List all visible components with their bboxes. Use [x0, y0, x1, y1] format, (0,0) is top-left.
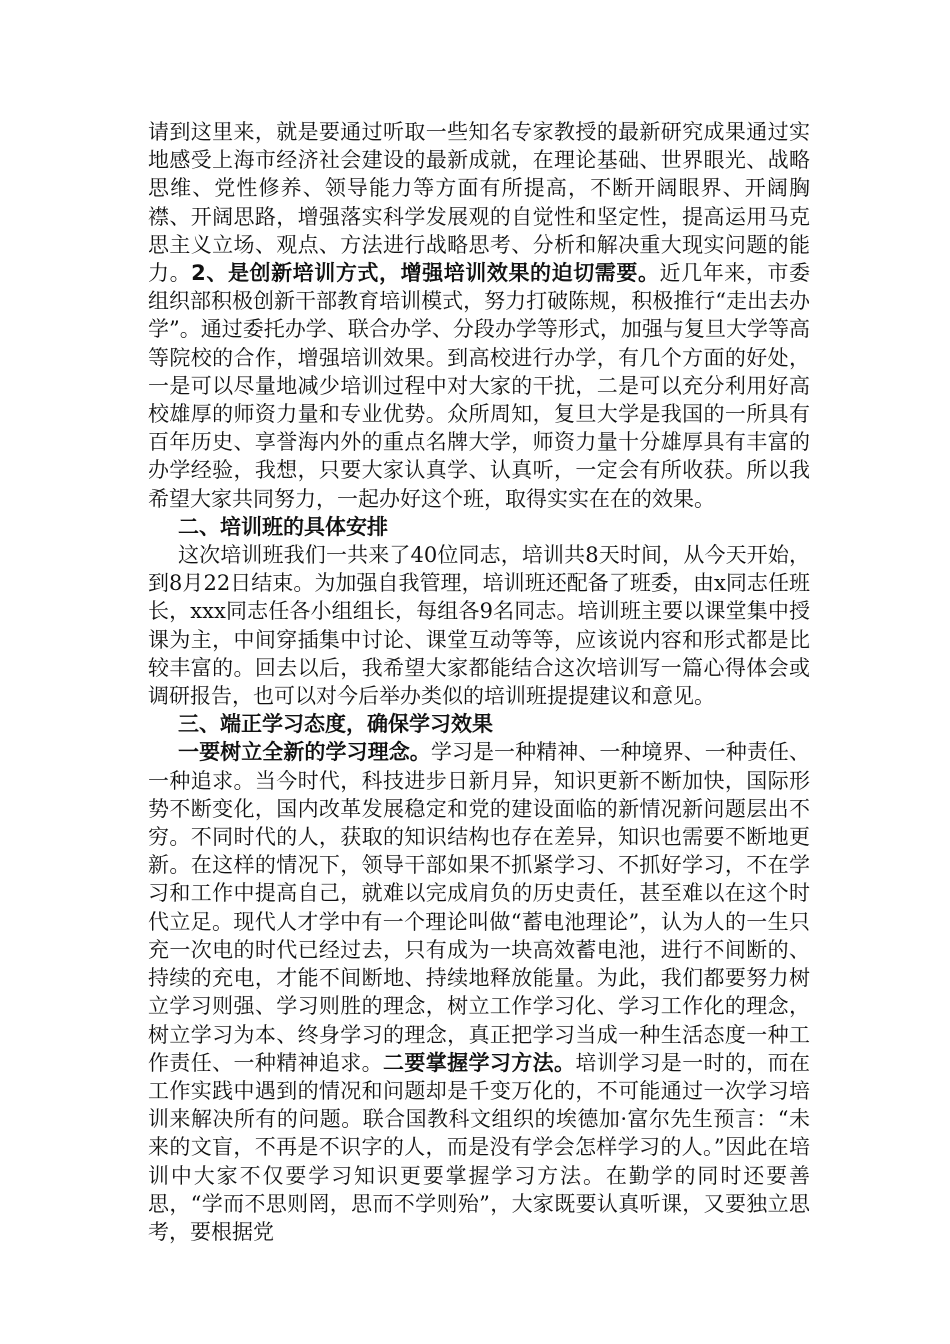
paragraph-1 [148, 118, 810, 513]
paragraph-1-text-a: 请到这里来，就是要通过听取一些知名专家教授的最新研究成果通过实地感受上海市经济社会建设的最新成就，在理论基础、世界眼光、战略思维、党性修养、领导能力等方面有所提高，不断开阔眼界、开阔胸襟、开阔思路，增强落实科学发展观的自觉性和坚定性，提高运用马克思主义立场、观点、方法进行战略思考、分析和解决重大现实问题的能力。 [148, 120, 810, 286]
paragraph-1-bold-point: 2、是创新培训方式，增强培训效果的迫切需要。 [191, 261, 660, 286]
paragraph-3-bold-point-1: 一要树立全新的学习理念。 [178, 740, 431, 765]
section-heading-3 [148, 710, 810, 738]
paragraph-3-bold-point-2: 二要掌握学习方法。 [383, 1050, 576, 1075]
document-page [148, 118, 810, 1246]
paragraph-3-text-b: 培训学习是一时的，而在工作实践中遇到的情况和问题却是千变万化的，不可能通过一次学习培训来解决所有的问题。联合国教科文组织的埃德加·富尔先生预言：“未来的文盲，不再是不识字的人，而是没有学会怎样学习的人。”因此在培训中大家不仅要学习知识更要掌握学习方法。在勤学的同时还要善思，“学而不思则罔，思而不学则殆”，大家既要认真听课，又要独立思考，要根据党 [148, 1050, 811, 1244]
paragraph-1-text-b: 近几年来，市委组织部积极创新干部教育培训模式，努力打破陈规，积极推行“走出去办学”。通过委托办学、联合办学、分段办学等形式，加强与复旦大学等高等院校的合作，增强培训效果。到高校进行办学，有几个方面的好处，一是可以尽量地减少培训过程中对大家的干扰，二是可以充分利用好高校雄厚的师资力量和专业优势。众所周知，复旦大学是我国的一所具有百年历史、享誉海内外的重点名牌大学，师资力量十分雄厚具有丰富的办学经验，我想，只要大家认真学、认真听，一定会有所收获。所以我希望大家共同努力，一起办好这个班，取得实实在在的效果。 [148, 261, 811, 511]
section-heading-2-text: 二、培训班的具体安排 [178, 514, 388, 539]
paragraph-2: 这次培训班我们一共来了40位同志，培训共8天时间，从今天开始，到8月22日结束。为加强自我管理，培训班还配备了班委，由x同志任班长，xxx同志任各小组组长，每组各9名同志。培训班主要以课堂集中授课为主，中间穿插集中讨论、课堂互动等等，应该说内容和形式都是比较丰富的。回去以后，我希望大家都能结合这次培训写一篇心得体会或调研报告，也可以对今后举办类似的培训班提提建议和意见。 [148, 543, 810, 709]
section-heading-3-text: 三、端正学习态度，确保学习效果 [178, 712, 493, 737]
section-heading-2 [148, 513, 810, 541]
paragraph-3-text-a: 学习是一种精神、一种境界、一种责任、一种追求。当今时代，科技进步日新月异，知识更新不断加快，国际形势不断变化，国内改革发展稳定和党的建设面临的新情况新问题层出不穷。不同时代的人，获取的知识结构也存在差异，知识也需要不断地更新。在这样的情况下，领导干部如果不抓紧学习、不抓好学习，不在学习和工作中提高自己，就难以完成肩负的历史责任，甚至难以在这个时代立足。现代人才学中有一个理论叫做“蓄电池理论”，认为人的一生只充一次电的时代已经过去，只有成为一块高效蓄电池，进行不间断的、持续的充电，才能不间断地、持续地释放能量。为此，我们都要努力树立学习则强、学习则胜的理念，树立工作学习化、学习工作化的理念，树立学习为本、终身学习的理念，真正把学习当成一种生活态度一种工作责任、一种精神追求。 [148, 740, 810, 1075]
paragraph-3 [148, 738, 810, 1246]
